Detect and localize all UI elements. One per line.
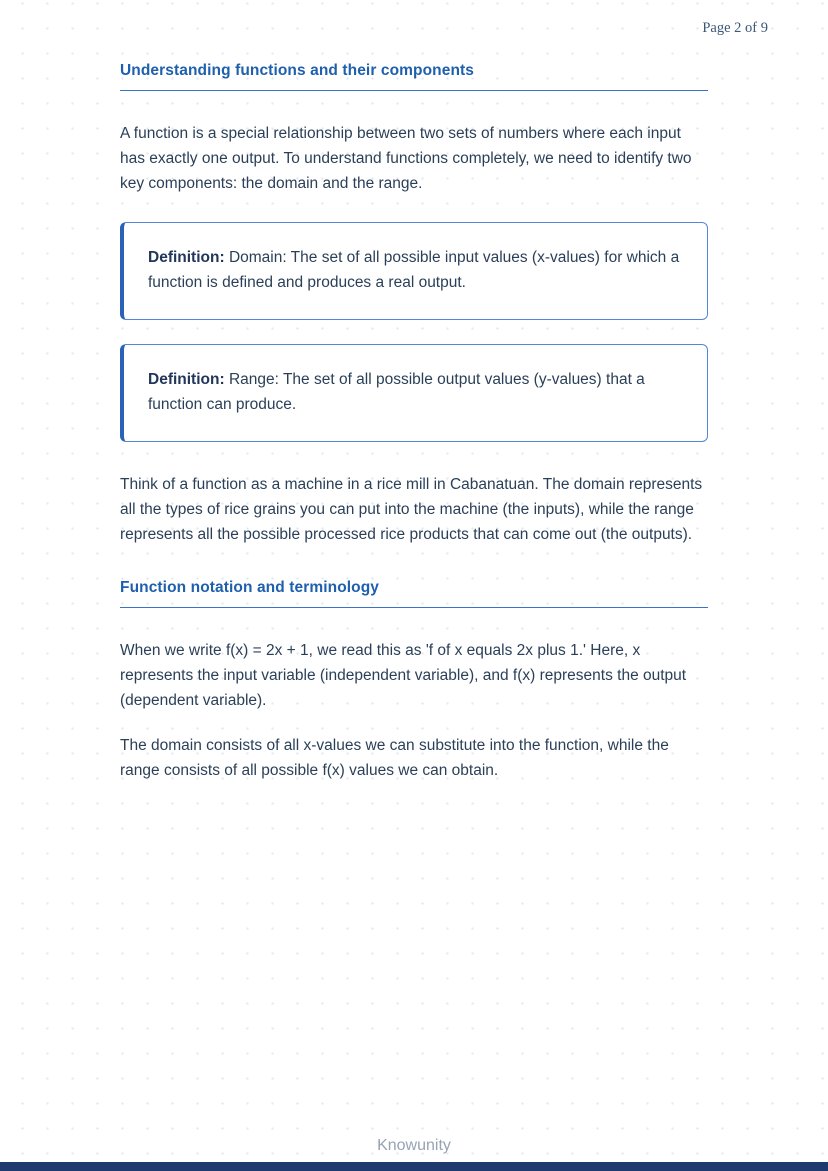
section-heading-function-notation: Function notation and terminology [120,579,708,608]
definition-label-domain: Definition: [148,249,225,266]
footer-brand: Knowunity [377,1137,451,1154]
page-number: Page 2 of 9 [702,20,768,36]
document-content [120,62,708,783]
domain-range-paragraph: The domain consists of all x-values we can substitute into the function, while the range consists of all possible f(x) values we can obtain. [120,737,669,779]
definition-label-range: Definition: [148,371,225,388]
definition-text-domain: Domain: The set of all possible input values (x-values) for which a function is defined and produces a real output. [148,249,680,291]
definition-box-range [120,344,708,442]
section-heading-functions-components: Understanding functions and their components [120,62,708,91]
bottom-accent-bar [0,1162,828,1171]
intro-paragraph: A function is a special relationship between two sets of numbers where each input has exactly one output. To understand functions completely, we need to identify two key components: the domain and the range. [120,125,692,192]
definition-text-range: Range: The set of all possible output values (y-values) that a function can produce. [148,371,645,413]
definition-box-domain [120,222,708,320]
analogy-paragraph: Think of a function as a machine in a rice mill in Cabanatuan. The domain represents all the types of rice grains you can put into the machine (the inputs), while the range represents all the possible processed rice products that can come out (the outputs). [120,476,703,543]
notation-paragraph: When we write f(x) = 2x + 1, we read this as 'f of x equals 2x plus 1.' Here, x represents the input variable (independent variable), and f(x) represents the output (dependent variable). [120,642,687,709]
